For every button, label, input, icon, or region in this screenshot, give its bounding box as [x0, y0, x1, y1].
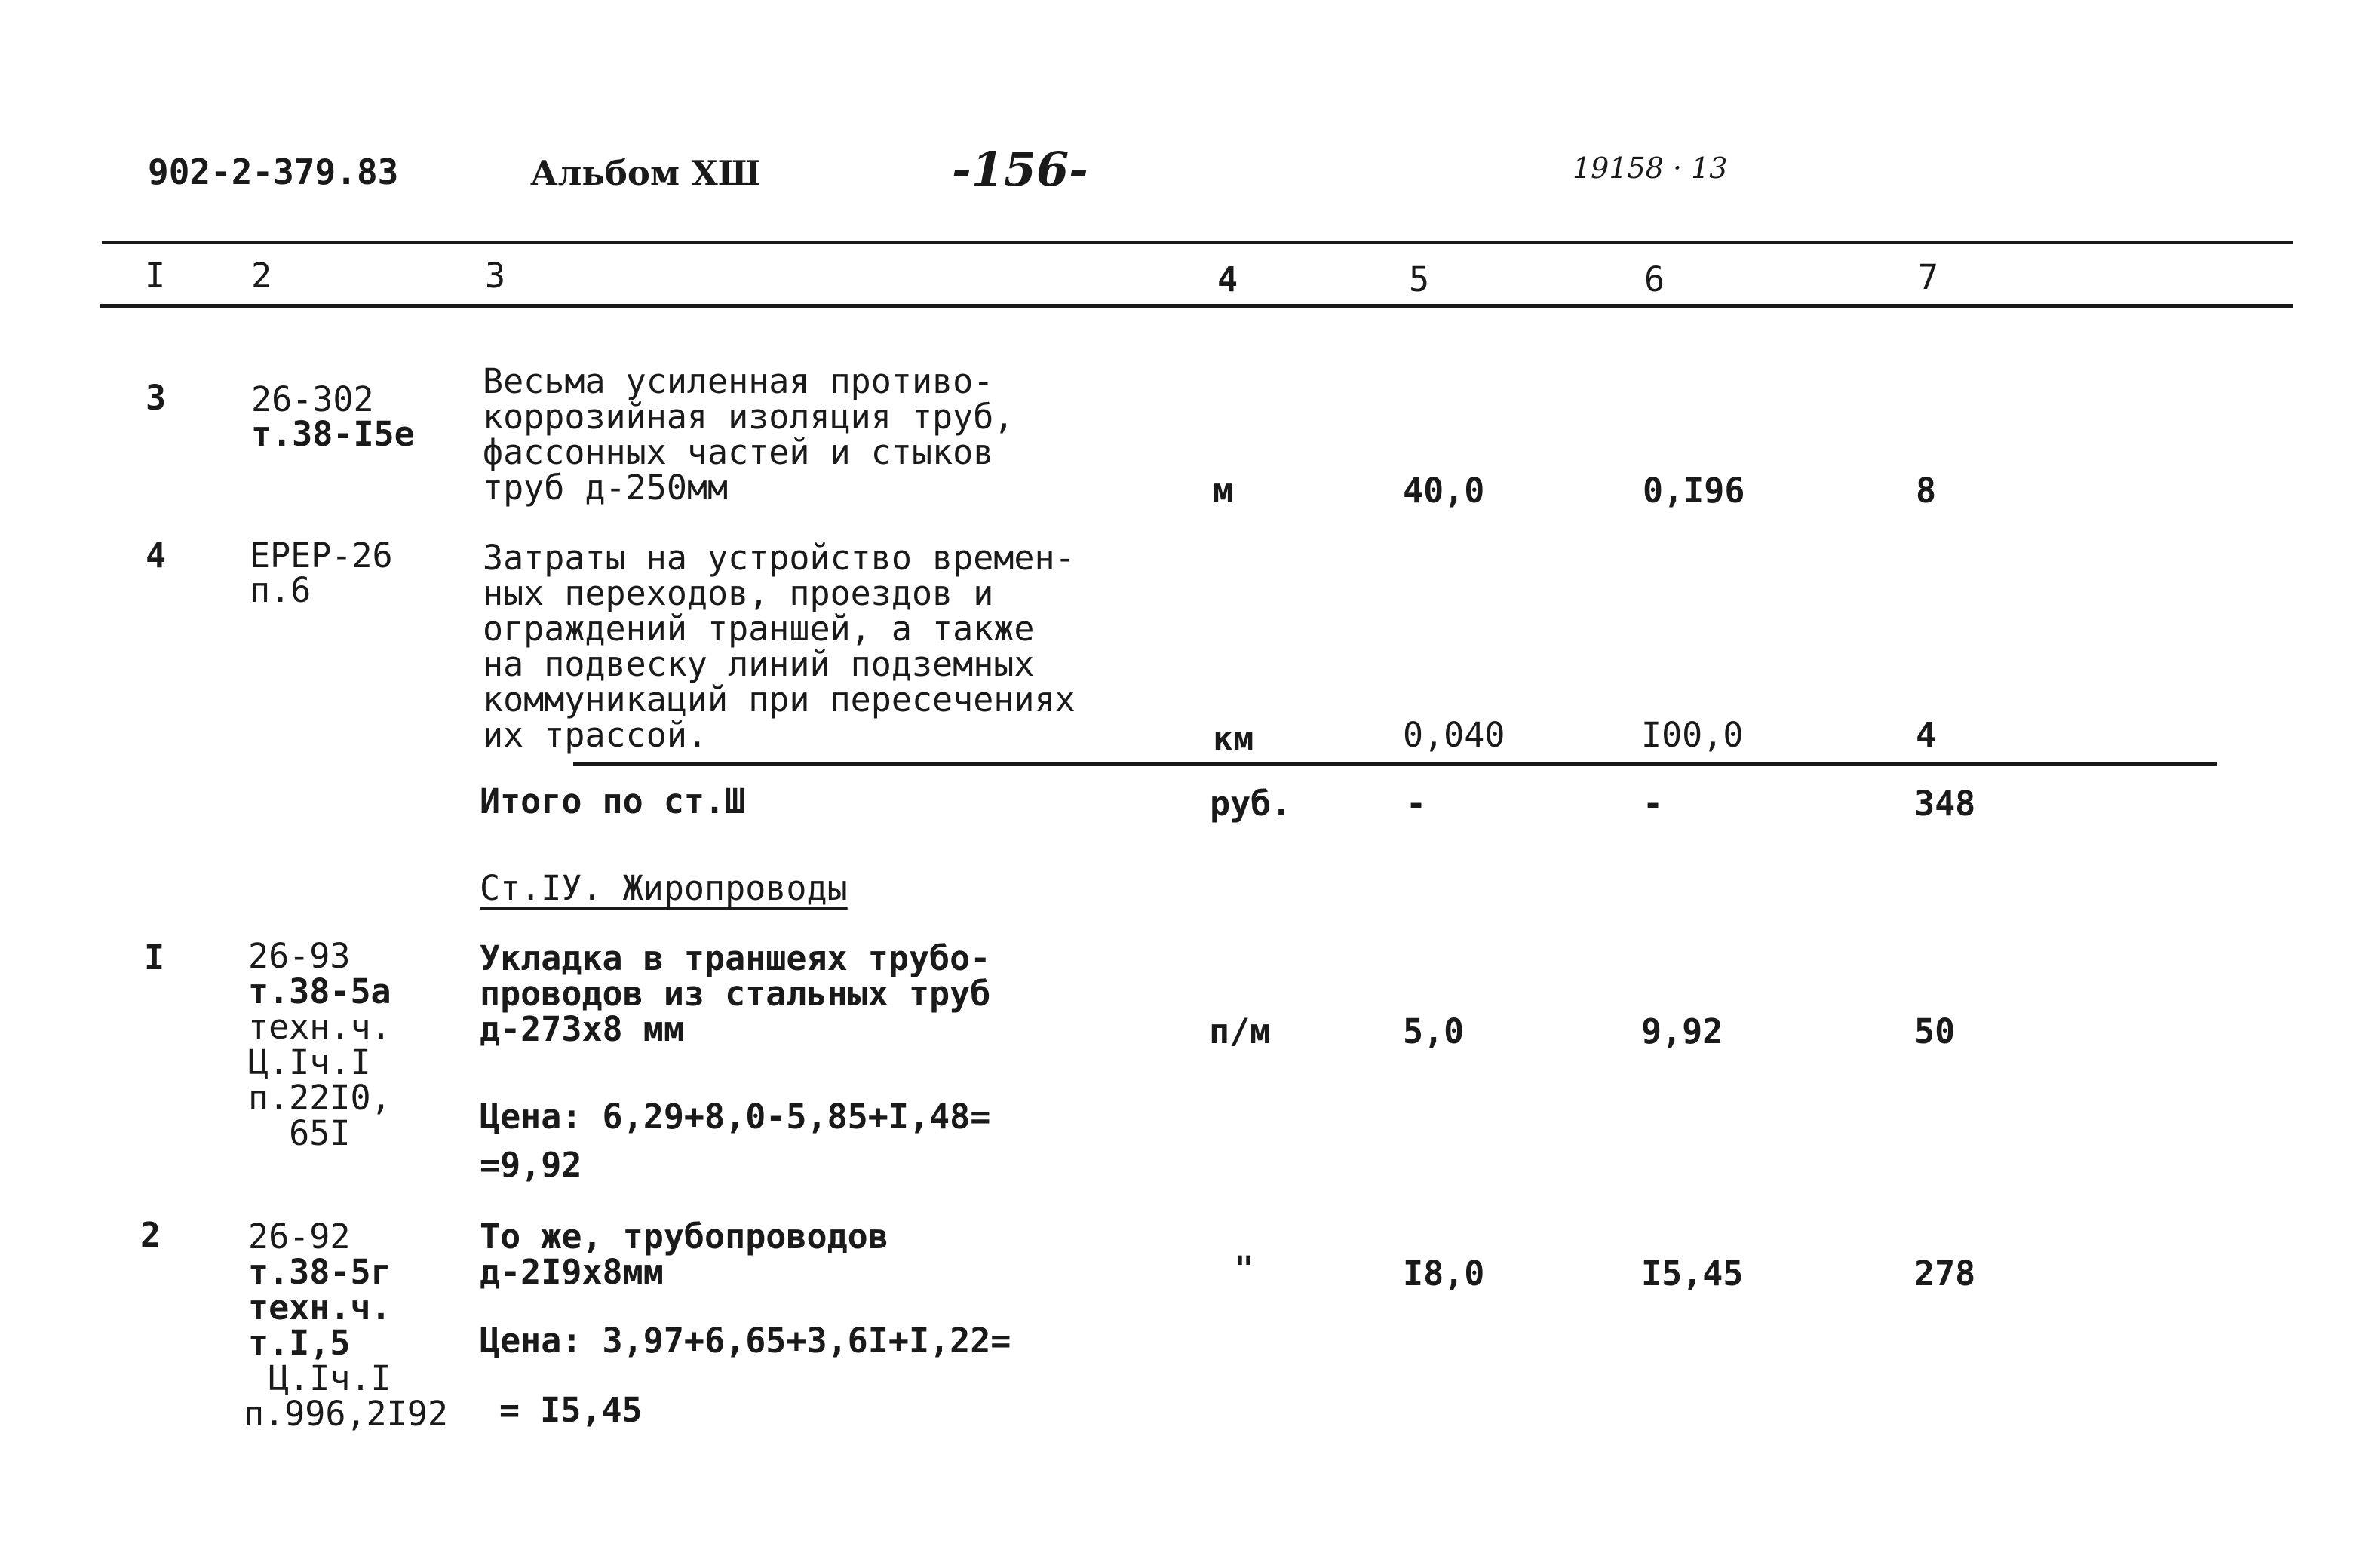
row-code-line: 65I [248, 1113, 351, 1153]
price-calculation-line: Цена: 6,29+8,0-5,85+I,48= [480, 1097, 991, 1137]
row-code-line: техн.ч. [248, 1287, 391, 1327]
row-code-line: 26-302 [251, 379, 374, 419]
row-code-line: т.38-I5е [251, 414, 415, 454]
subtotal-rule [573, 762, 2217, 766]
page-number: -156- [952, 142, 1088, 197]
row-total: 278 [1914, 1253, 1976, 1293]
row-desc-line: Затраты на устройство времен- [483, 538, 1076, 578]
row-number: 2 [140, 1215, 161, 1255]
row-price: I5,45 [1641, 1253, 1744, 1293]
row-code-line: 26-93 [248, 936, 351, 976]
row-code-line: 26-92 [248, 1217, 351, 1257]
row-unit-ditto: " [1234, 1249, 1255, 1289]
column-header-4: 4 [1217, 259, 1238, 299]
row-desc-line: коррозийная изоляция труб, [483, 397, 1014, 437]
column-header-2: 2 [251, 256, 272, 296]
subtotal-label: Итого по ст.Ш [480, 781, 746, 821]
row-code-line: т.38-5г [248, 1252, 391, 1292]
row-desc-line: их трассой. [483, 715, 708, 755]
row-unit: м [1213, 471, 1234, 511]
section-title: Ст.IУ. Жиропроводы [480, 868, 848, 908]
album-label: Альбом ХШ [530, 153, 761, 193]
row-code-line: ЕРЕР-26 [250, 535, 393, 575]
price-calculation-line: = I5,45 [499, 1390, 643, 1430]
header-bottom-rule [100, 304, 2293, 308]
row-unit: км [1213, 719, 1254, 759]
row-desc-line: Укладка в траншеях трубо- [480, 938, 991, 978]
row-desc-line: фассонных частей и стыков [483, 432, 994, 472]
row-number: I [144, 937, 165, 977]
row-price: I00,0 [1641, 715, 1744, 755]
row-desc-line: д-273х8 мм [480, 1009, 684, 1049]
subtotal-quantity: - [1406, 784, 1427, 824]
subtotal-total: 348 [1914, 784, 1976, 824]
row-desc-line: То же, трубопроводов [480, 1217, 888, 1257]
row-code-line: т.38-5а [248, 971, 391, 1011]
row-unit: п/м [1209, 1011, 1271, 1051]
column-header-6: 6 [1644, 259, 1665, 299]
row-desc-line: труб д-250мм [483, 468, 729, 508]
row-total: 4 [1916, 715, 1937, 755]
row-code-line: Ц.Iч.I [248, 1042, 371, 1082]
column-header-3: 3 [485, 256, 506, 296]
row-desc-line: ных переходов, проездов и [483, 573, 994, 613]
row-price: 9,92 [1641, 1011, 1723, 1051]
row-desc-line: д-2I9х8мм [480, 1252, 664, 1292]
row-quantity: 40,0 [1403, 471, 1485, 511]
subtotal-unit: руб. [1210, 784, 1292, 824]
row-code-line: Ц.Iч.I [248, 1358, 391, 1398]
row-number: 3 [146, 378, 167, 418]
row-code-line: техн.ч. [248, 1007, 391, 1047]
doc-code: 902-2-379.83 [148, 152, 399, 192]
row-quantity: 0,040 [1403, 715, 1505, 755]
row-code-line: п.22I0, [248, 1078, 391, 1118]
row-total: 8 [1916, 471, 1937, 511]
row-number: 4 [146, 535, 167, 575]
subtotal-price: - [1643, 784, 1664, 824]
header-top-rule [102, 241, 2293, 244]
row-desc-line: проводов из стальных труб [480, 974, 991, 1014]
row-code-line: п.6 [250, 570, 311, 610]
price-calculation-line: Цена: 3,97+6,65+3,6I+I,22= [480, 1321, 1011, 1361]
row-total: 50 [1914, 1011, 1956, 1051]
row-code-line: т.I,5 [248, 1323, 351, 1363]
row-price: 0,I96 [1643, 471, 1745, 511]
row-desc-line: на подвеску линий подземных [483, 644, 1035, 684]
column-header-5: 5 [1409, 259, 1430, 299]
row-desc-line: ограждений траншей, а также [483, 609, 1035, 649]
row-code-line: п.996,2I92 [244, 1394, 448, 1434]
price-calculation-line: =9,92 [480, 1145, 582, 1185]
column-header-7: 7 [1918, 257, 1939, 297]
row-quantity: I8,0 [1403, 1253, 1485, 1293]
row-desc-line: Весьма усиленная противо- [483, 361, 994, 401]
column-header-1: I [145, 256, 166, 296]
inventory-number: 19158 · 13 [1573, 152, 1728, 185]
row-desc-line: коммуникаций при пересечениях [483, 680, 1076, 720]
row-quantity: 5,0 [1403, 1011, 1465, 1051]
